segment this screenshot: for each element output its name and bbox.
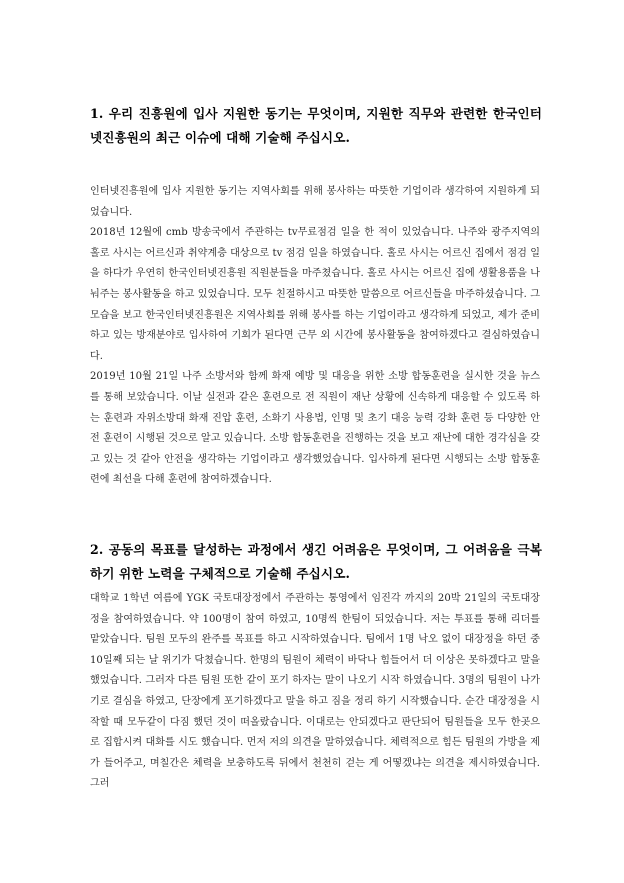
question-2-heading: 2. 공동의 목표를 달성하는 과정에서 생긴 어려움은 무엇이며, 그 어려움을 극복하기 위한 노력을 구체적으로 기술해 주십시오. — [90, 542, 542, 581]
answer-2-body: 대학교 1학년 여름에 YGK 국토대장정에서 주관하는 통영에서 임진각 까지의 20박 21일의 국토대장정을 참여하였습니다. 약 100명이 참여 하였고, 10명씩 한팀이 되었습니다. 저는 투표를 통해 리더를 맡았습니다. 팀원 모두의 완주를 목표를 하고 시작하였습니다. 팀에서 1명 낙오 없이 대장정을 하던 중 10일째 되는 날 위기가 닥쳤습니다. 한명의 팀원이 체력이 바닥나 힘들어서 더 이상은 못하겠다고 말을 했었습니다. 그러자 다른 팀원 또한 같이 포기 하자는 말이 나오기 시작 하였습니다. 3명의 팀원이 나가기로 결심을 하였고, 단장에게 포기하겠다고 말을 하고 짐을 정리 하기 시작했습니다. 순간 대장정을 시작할 때 모두같이 다짐 했던 것이 떠올랐습니다. 이대로는 안되겠다고 판단되어 팀원들을 모두 한곳으로 집합시켜 대화를 시도 했습니다. 먼저 저의 의견을 말하였습니다. 체력적으로 힘든 팀원의 가방을 제가 들어주고, 며칠간은 체력을 보충하도록 뒤에서 천천히 걷는 게 어떻겠냐는 의견을 제시하였습니다. 그러 — [90, 593, 540, 790]
answer-1-body: 인터넷진흥원에 입사 지원한 동기는 지역사회를 위해 봉사하는 따뜻한 기업이라 생각하여 지원하게 되었습니다. 2018년 12월에 cmb 방송국에서 주관하는 tv무료점검 일을 한 적이 있었습니다. 나주와 광주지역의 홀로 사시는 어르신과 취약계층 대상으로 tv 점검 일을 하였습니다. 홀로 사시는 어르신 집에서 점검 일을 하다가 우연히 한국인터넷진흥원 직원분들을 마주쳤습니다. 홀로 사시는 어르신 집에 생활용품을 나눠주는 봉사활동을 하고 있었습니다. 모두 친절하시고 따뜻한 말씀으로 어르신들을 마주하셨습니다. 그 모습을 보고 한국인터넷진흥원은 지역사회를 위해 봉사를 하는 기업이라고 생각하게 되었고, 제가 준비하고 있는 방재분야로 입사하여 기회가 된다면 근무 외 시간에 봉사활동을 참여하겠다고 결심하였습니다. 2019년 10월 21일 나주 소방서와 함께 화재 예방 및 대응을 위한 소방 합동훈련을 실시한 것을 뉴스를 통해 보았습니다. 이날 실전과 같은 훈련으로 전 직원이 재난 상황에 신속하게 대응할 수 있도록 하는 훈련과 자위소방대 화재 진압 훈련, 소화기 사용법, 인명 및 초기 대응 능력 강화 훈련 등 다양한 안전 훈련이 시행된 것으로 알고 있습니다. 소방 합동훈련을 진행하는 것을 보고 재난에 대한 경각심을 갖고 있는 것 같아 안전을 생각하는 기업이라고 생각했었습니다. 입사하게 된다면 시행되는 소방 합동훈련에 최선을 다해 훈련에 참여하겠습니다. — [90, 186, 540, 486]
question-1-heading: 1. 우리 진흥원에 입사 지원한 동기는 무엇이며, 지원한 직무와 관련한 한국인터넷진흥원의 최근 이슈에 대해 기술해 주십시오. — [90, 106, 542, 145]
